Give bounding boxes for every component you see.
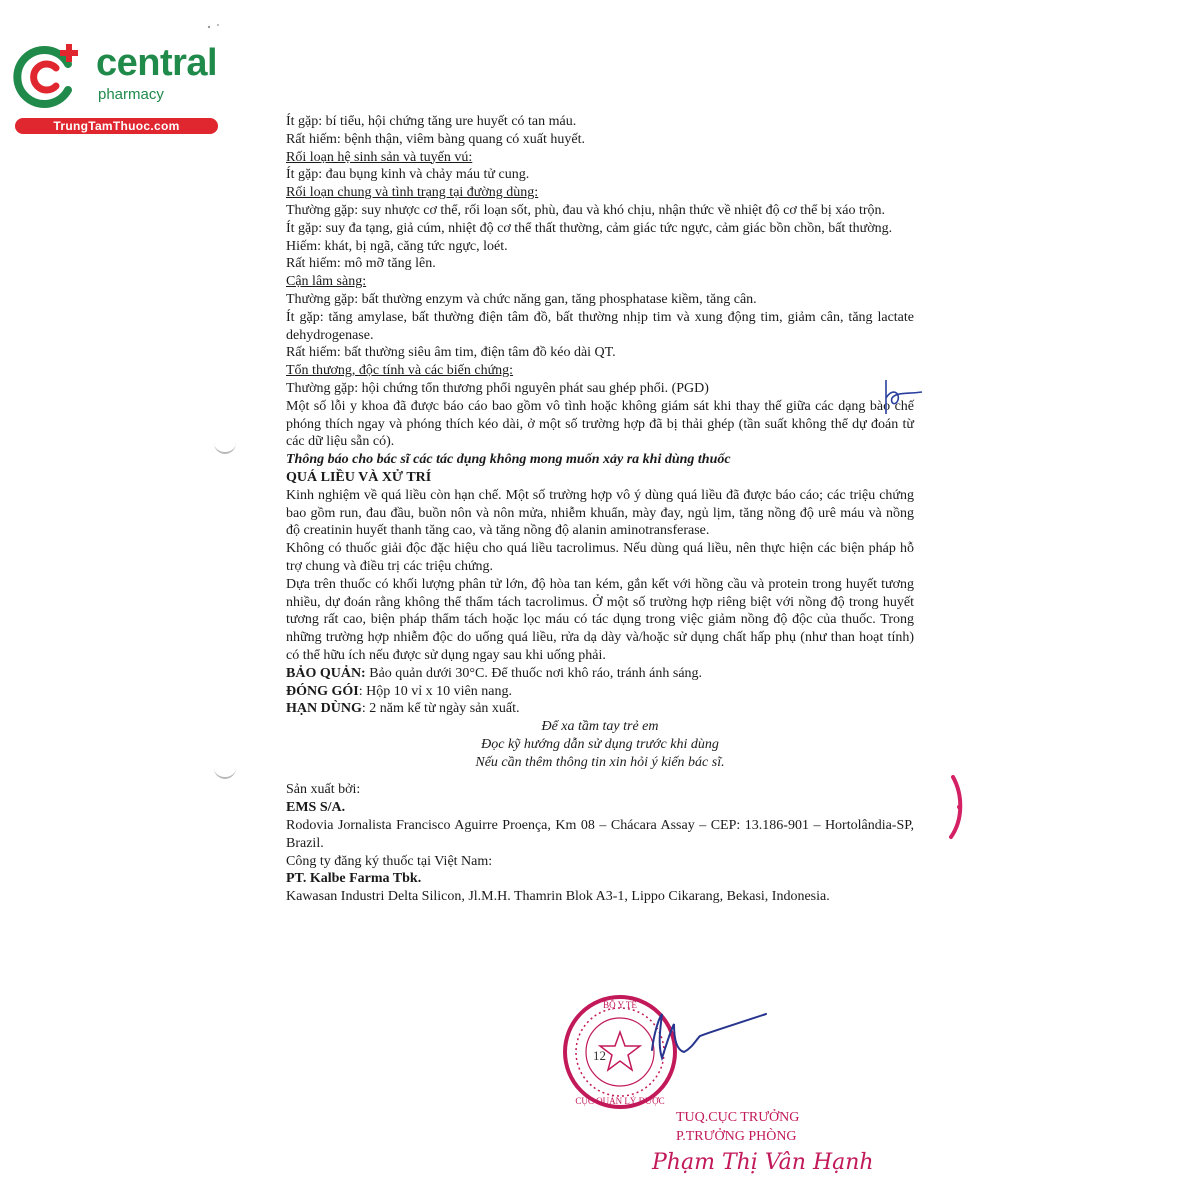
text-line: Rất hiếm: bệnh thận, viêm bàng quang có xuất huyết. xyxy=(286,131,585,147)
logo-wordmark: central xyxy=(96,42,218,84)
manufacturer-label: Sản xuất bởi: xyxy=(286,782,361,798)
signer-titles xyxy=(676,1108,799,1146)
expiry-label: HẠN DÙNG xyxy=(286,701,362,717)
packing-text: : Hộp 10 vỉ x 10 viên nang. xyxy=(358,683,512,699)
text-paragraph: Kinh nghiệm về quá liều còn hạn chế. Một số trường hợp vô ý dùng quá liều đã được báo cáo; các triệu chứng bao gồm run, đau đầu, buồn nôn và nôn mửa, nhiễm khuẩn, mày đay, ngủ lịm, tăng nồng độ urê máu và nồng độ creatinin huyết thanh tăng cao, và tăng nồng độ alanin aminotransferase. xyxy=(286,487,914,539)
expiry-text: : 2 năm kể từ ngày sản xuất. xyxy=(361,701,520,717)
stamp-edge-mark xyxy=(945,775,965,840)
signer-title-2: P.TRƯỞNG PHÒNG xyxy=(676,1129,797,1144)
registrant-name: PT. Kalbe Farma Tbk. xyxy=(286,871,422,887)
text-line: Ít gặp: bí tiểu, hội chứng tăng ure huyết có tan máu. xyxy=(286,114,577,129)
registrant-address: Kawasan Industri Delta Silicon, Jl.M.H. Thamrin Blok A3-1, Lippo Cikarang, Bekasi, Indonesia. xyxy=(286,889,830,905)
signer-name: Phạm Thị Vân Hạnh xyxy=(652,1150,874,1175)
text-paragraph: Không có thuốc giải độc đặc hiệu cho quá liều tacrolimus. Nếu dùng quá liều, nên thực hiện các biện pháp hỗ trợ chung và điều trị các triệu chứng. xyxy=(286,541,914,574)
manufacturer-name: EMS S/A. xyxy=(286,800,346,816)
initial-signature xyxy=(878,378,930,418)
document-body xyxy=(286,113,914,906)
logo-subtitle: pharmacy xyxy=(98,86,164,103)
packing-line xyxy=(286,683,914,701)
handwritten-signature xyxy=(640,1010,770,1070)
text-line: Rất hiếm: bất thường siêu âm tim, điện tâm đồ kéo dài QT. xyxy=(286,345,616,361)
text-paragraph: Ít gặp: tăng amylase, bất thường điện tâm đồ, bất thường nhịp tim và xung động tim, giảm cân, tăng lactate dehydrogenase. xyxy=(286,309,914,343)
central-pharmacy-logo[interactable] xyxy=(10,38,218,138)
text-line: Ít gặp: đau bụng kinh và chảy máu tử cung. xyxy=(286,167,530,183)
signer-title-1: TUQ.CỤC TRƯỞNG xyxy=(676,1110,800,1125)
section-heading: Rối loạn hệ sinh sản và tuyến vú: xyxy=(286,149,473,165)
punch-hole xyxy=(214,765,236,779)
adverse-effect-notice: Thông báo cho bác sĩ các tác dụng không mong muốn xảy ra khi dùng thuốc xyxy=(286,452,731,468)
section-heading: Rối loạn chung và tình trạng tại đường dùng: xyxy=(286,185,539,201)
seal-ring-bottom: CỤC QUẢN LÝ DƯỢC xyxy=(575,1096,665,1106)
registrant-label: Công ty đăng ký thuốc tại Việt Nam: xyxy=(286,853,493,869)
page-number: 12 xyxy=(593,1048,606,1063)
packing-label: ĐÓNG GÓI xyxy=(286,683,359,699)
warning-line: Nếu cần thêm thông tin xin hỏi ý kiến bác sĩ. xyxy=(475,754,725,770)
logo-site-url[interactable]: TrungTamThuoc.com xyxy=(15,118,218,134)
warning-line: Để xa tầm tay trẻ em xyxy=(541,719,659,735)
seal-ring-top: BỘ Y TẾ xyxy=(603,1000,637,1010)
text-paragraph: Một số lỗi y khoa đã được báo cáo bao gồm vô tình hoặc không giám sát khi thay thế giữa các dạng bào chế phóng thích ngay và phóng thích kéo dài, ở một số trường hợp đã bị thải ghép (tần suất không thể dự đoán từ các dữ liệu sẵn có). xyxy=(286,398,914,450)
warning-line: Đọc kỹ hướng dẫn sử dụng trước khi dùng xyxy=(481,736,719,752)
text-paragraph: Dựa trên thuốc có khối lượng phân tử lớn, độ hòa tan kém, gắn kết với hồng cầu và protein trong huyết tương nhiều, dự đoán rằng không thể thẩm tách tacrolimus. Ở một số trường hợp riêng biệt với nồng độ trong huyết tương rất cao, biện pháp thẩm tách hoặc lọc máu có tác dụng trong việc giảm nồng độ độc của thuốc. Trong những trường hợp nhiễm độc do uống quá liều, rửa dạ dày và/hoặc sử dụng chất hấp phụ (như than hoạt tính) có thể hữu ích nếu được sử dụng ngay sau khi uống phải. xyxy=(286,576,914,663)
section-heading: Tổn thương, độc tính và các biến chứng: xyxy=(286,363,514,379)
section-heading: Cận lâm sàng: xyxy=(286,274,367,290)
scan-marks xyxy=(205,15,245,35)
text-line: Rất hiếm: mô mỡ tăng lên. xyxy=(286,256,436,272)
text-line: Thường gặp: bất thường enzym và chức năng gan, tăng phosphatase kiềm, tăng cân. xyxy=(286,291,757,307)
storage-label: BẢO QUẢN: xyxy=(286,665,366,681)
expiry-line xyxy=(286,700,914,718)
storage-text: Bảo quản dưới 30°C. Để thuốc nơi khô ráo, tránh ánh sáng. xyxy=(365,665,703,681)
storage-line xyxy=(286,665,914,683)
pharmacy-cross-icon xyxy=(10,38,90,113)
manufacturer-address: Rodovia Jornalista Francisco Aguirre Proença, Km 08 – Chácara Assay – CEP: 13.186-901 – Hortolândia-SP, Brazil. xyxy=(286,818,914,851)
punch-hole xyxy=(214,440,236,454)
text-paragraph: Thường gặp: suy nhược cơ thể, rối loạn sốt, phù, đau và khó chịu, nhận thức về nhiệt độ cơ thể bị xáo trộn. xyxy=(286,202,886,218)
overdose-heading: QUÁ LIỀU VÀ XỬ TRÍ xyxy=(286,469,432,485)
text-paragraph: Ít gặp: suy đa tạng, giả cúm, nhiệt độ cơ thể thất thường, cảm giác tức ngực, cảm giác bồn chồn, bất thường. xyxy=(286,220,893,236)
text-line: Hiếm: khát, bị ngã, căng tức ngực, loét. xyxy=(286,238,508,254)
text-line: Thường gặp: hội chứng tổn thương phổi nguyên phát sau ghép phổi. (PGD) xyxy=(286,380,709,396)
